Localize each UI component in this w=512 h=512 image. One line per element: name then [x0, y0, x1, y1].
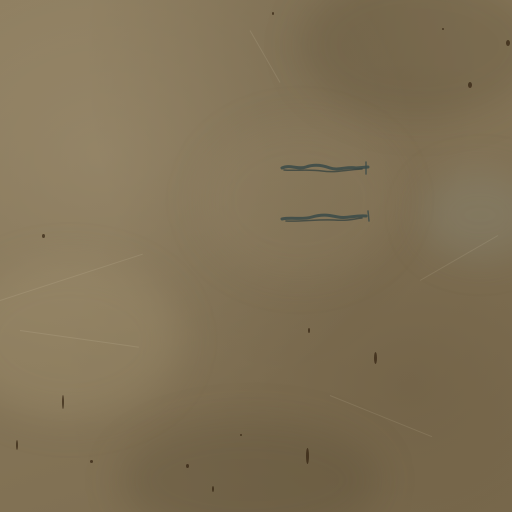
surface-speck	[308, 328, 310, 333]
surface-speck	[62, 395, 64, 409]
surface-speck	[272, 12, 274, 15]
surface-speck	[442, 28, 444, 30]
surface-speck	[186, 464, 189, 468]
tone-blotch	[200, 120, 400, 280]
surface-speck	[374, 352, 377, 364]
surface-speck	[212, 486, 214, 492]
surface-speck	[42, 234, 45, 238]
surface-speck	[468, 82, 472, 88]
surface-scratch	[420, 235, 498, 281]
ink-scribble-lower	[278, 206, 374, 228]
tone-blotch	[300, 0, 512, 120]
tone-blotch	[0, 260, 180, 420]
tone-blotch	[120, 420, 380, 512]
tone-blotch	[420, 170, 512, 260]
surface-speck	[506, 40, 510, 46]
surface-speck	[90, 460, 93, 463]
surface-scratch	[0, 254, 143, 301]
surface-scratch	[330, 395, 432, 437]
surface-speck	[306, 448, 309, 464]
surface-scratch	[20, 330, 139, 348]
ink-scribble-upper	[278, 158, 374, 178]
surface-speck	[16, 440, 18, 450]
surface-speck	[240, 434, 242, 436]
surface-scratch	[250, 30, 281, 82]
